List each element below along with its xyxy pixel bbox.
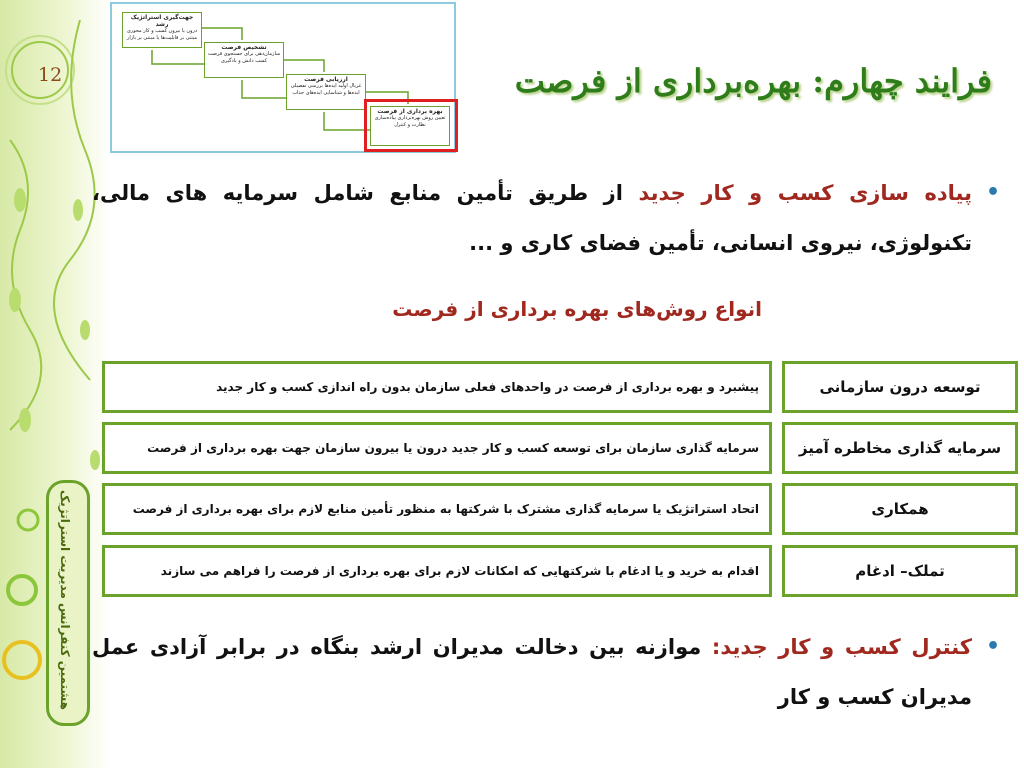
method-description: پیشبرد و بهره برداری از فرصت در واحدهای فعلی سازمان بدون راه اندازی کسب و کار جدید xyxy=(102,361,772,413)
method-description: اتحاد استراتژیک یا سرمایه گذاری مشترک با شرکتها به منظور تأمین منابع لازم برای بهره برداری از فرصت xyxy=(102,483,772,535)
conference-label: هشتمین کنفرانس مدیریت استراتژیک xyxy=(58,490,72,710)
method-description: سرمایه گذاری سازمان برای توسعه کسب و کار جدید درون یا بیرون سازمان جهت بهره برداری از فرصت xyxy=(102,422,772,474)
bullet-control xyxy=(92,622,1000,722)
method-row xyxy=(102,361,1018,413)
method-row xyxy=(102,422,1018,474)
page-number: 12 xyxy=(38,64,63,86)
flow-box-2: تشخیص فرصت سازمان‌دهی برای جستجوی فرصت کسب دانش و یادگیری xyxy=(204,42,284,78)
bullet-icon: • xyxy=(985,180,1000,205)
bullet-emphasis: کنترل کسب و کار جدید xyxy=(720,635,973,659)
current-step-highlight xyxy=(364,99,458,152)
bullet-text: موازنه بین دخالت مدیران ارشد بنگاه در برابر آزادی عمل مدیران کسب و کار xyxy=(92,635,972,709)
method-name: همکاری xyxy=(782,483,1018,535)
method-name: توسعه درون سازمانی xyxy=(782,361,1018,413)
bullet-icon: • xyxy=(985,634,1000,659)
method-name: تملک– ادغام xyxy=(782,545,1018,597)
method-row xyxy=(102,545,1018,597)
method-name: سرمایه گذاری مخاطره آمیز xyxy=(782,422,1018,474)
flow-box-4: بهره برداری از فرصت تعیین روش بهره‌برداری پیاده‌سازی نظارت و کنترل xyxy=(370,106,450,146)
bullet-text: از طریق تأمین منابع شامل سرمایه های مالی، تکنولوژی، نیروی انسانی، تأمین فضای کاری و ... xyxy=(92,181,972,255)
flow-box-1: جهت‌گیری استراتژیک رشد درون یا بیرون کسب و کار محوری مبتنی بر قابلیت‌ها یا مبتنی بر بازار xyxy=(122,12,202,48)
bullet-emphasis: پیاده سازی کسب و کار جدید xyxy=(638,181,973,205)
method-row xyxy=(102,483,1018,535)
slide-title: فرایند چهارم: بهره‌برداری از فرصت xyxy=(514,62,992,100)
bullet-separator: : xyxy=(701,635,721,659)
bullet-implementation xyxy=(92,168,1000,268)
flow-box-3: ارزیابی فرصت غربال اولیه ایده‌ها بررسی تفصیلی ایده‌ها و شناسایی ایده‌های جذاب xyxy=(286,74,366,110)
method-description: اقدام به خرید و یا ادغام با شرکتهایی که امکانات لازم برای بهره برداری از فرصت را فراهم می سازند xyxy=(102,545,772,597)
methods-heading: انواع روش‌های بهره برداری از فرصت xyxy=(392,297,762,321)
